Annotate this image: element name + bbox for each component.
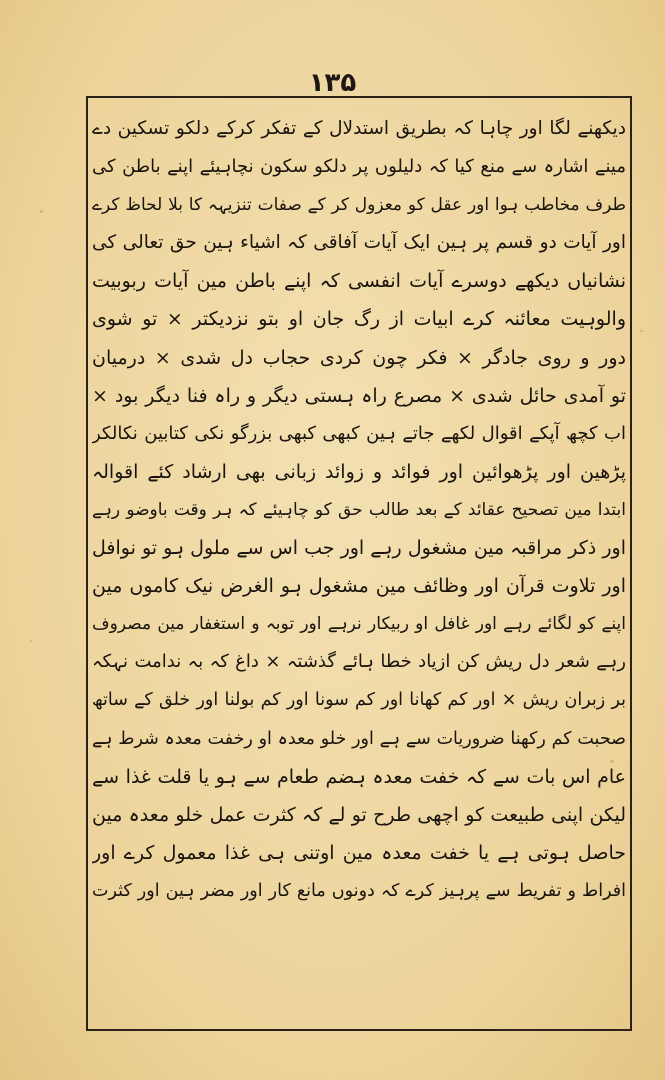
text-line: رہے شعر دل ریش کن ازیاد خطا ہائے گذشتہ × داغ کہ بہ ندامت نہکہ xyxy=(92,651,626,673)
text-line: تو آمدی حائل شدی × مصرع راہ ہستی دیگر و راہ فنا دیگر بود × xyxy=(92,384,626,407)
paper-speck xyxy=(30,640,32,642)
text-line: افراط و تفریط سے پرہیز کرے کہ دونوں مانع کار اور مضر ہین اور کثرت xyxy=(92,880,626,901)
text-line: طرف مخاطب ہوا اور عقل کو معزول کر کے صفات تنزیہہ کا بلا لحاظ کرے xyxy=(92,195,626,216)
text-line: اور ذکر مراقبہ مین مشغول رہے اور جب اس سے ملول ہو تو نوافل xyxy=(92,537,626,560)
urdu-text-block xyxy=(92,110,626,1025)
text-line: صحبت کم رکھنا ضروریات سے ہے اور خلو معدہ او رخفت معدہ شرط ہے xyxy=(92,728,626,749)
text-line: اپنے کو لگائے رہے اور غافل او ربیکار نرہے اور توبہ و استغفار مین مصروف xyxy=(92,614,626,635)
text-line: عام اس بات سے کہ خفت معدہ ہضم طعام سے ہو یا قلت غذا سے xyxy=(92,765,626,788)
text-line: ابتدا مین تصحیح عقائد کے بعد طالب حق کو چاہیئے کہ ہر وقت باوضو رہے xyxy=(92,499,626,520)
text-line: پڑھین اور پڑھوائین اور فوائد و زوائد زبانی بھی ارشاد کئے اقوالہ xyxy=(92,460,626,483)
text-line: دور و روی جادگر × فکر چون کردی حجاب دل شدی × درمیان xyxy=(92,346,626,369)
text-line: اور تلاوت قرآن اور وظائف مین مشغول ہو الغرض نیک کاموں مین xyxy=(92,575,626,598)
text-line: مینے اشارہ سے منع کیا کہ دلیلوں پر دلکو سکون نچاہیئے اپنے باطن کی xyxy=(92,156,626,178)
text-line: حاصل ہوتی ہے یا خفت معدہ مین اوتنی ہی غذا معمول کرے اور xyxy=(92,841,626,864)
text-line: اب کچھ آپکے اقوال لکھے جاتے ہین کبھی کبھی بزرگو نکی کتابین نکالکر xyxy=(92,422,626,444)
paper-speck xyxy=(40,210,43,213)
text-line: اور آیات دو قسم پر ہین ایک آیات آفاقی کہ اشیاء ہین حق تعالی کی xyxy=(92,232,626,254)
text-line: والوہیت معائنہ کرے ابیات از رگ جان او بتو نزدیکتر × تو شوی xyxy=(92,308,626,331)
text-line: بر زبران ریش × اور کم کھانا اور کم سونا اور کم بولنا اور خلق کے ساتھ xyxy=(92,690,626,711)
text-line: لیکن اپنی طبیعت کو اچھی طرح تو لے کہ کثرت عمل خلو معدہ مین xyxy=(92,803,626,826)
paper-speck xyxy=(640,330,643,332)
text-line: نشانیاں دیکھے دوسرے آیات انفسی کہ اپنے باطن مین آیات ربوبیت xyxy=(92,270,626,293)
text-line: دیکھنے لگا اور چاہا کہ بطریق استدلال کے تفکر کرکے دلکو تسکین دے xyxy=(92,118,626,139)
page-number: ۱۳۵ xyxy=(308,68,357,98)
